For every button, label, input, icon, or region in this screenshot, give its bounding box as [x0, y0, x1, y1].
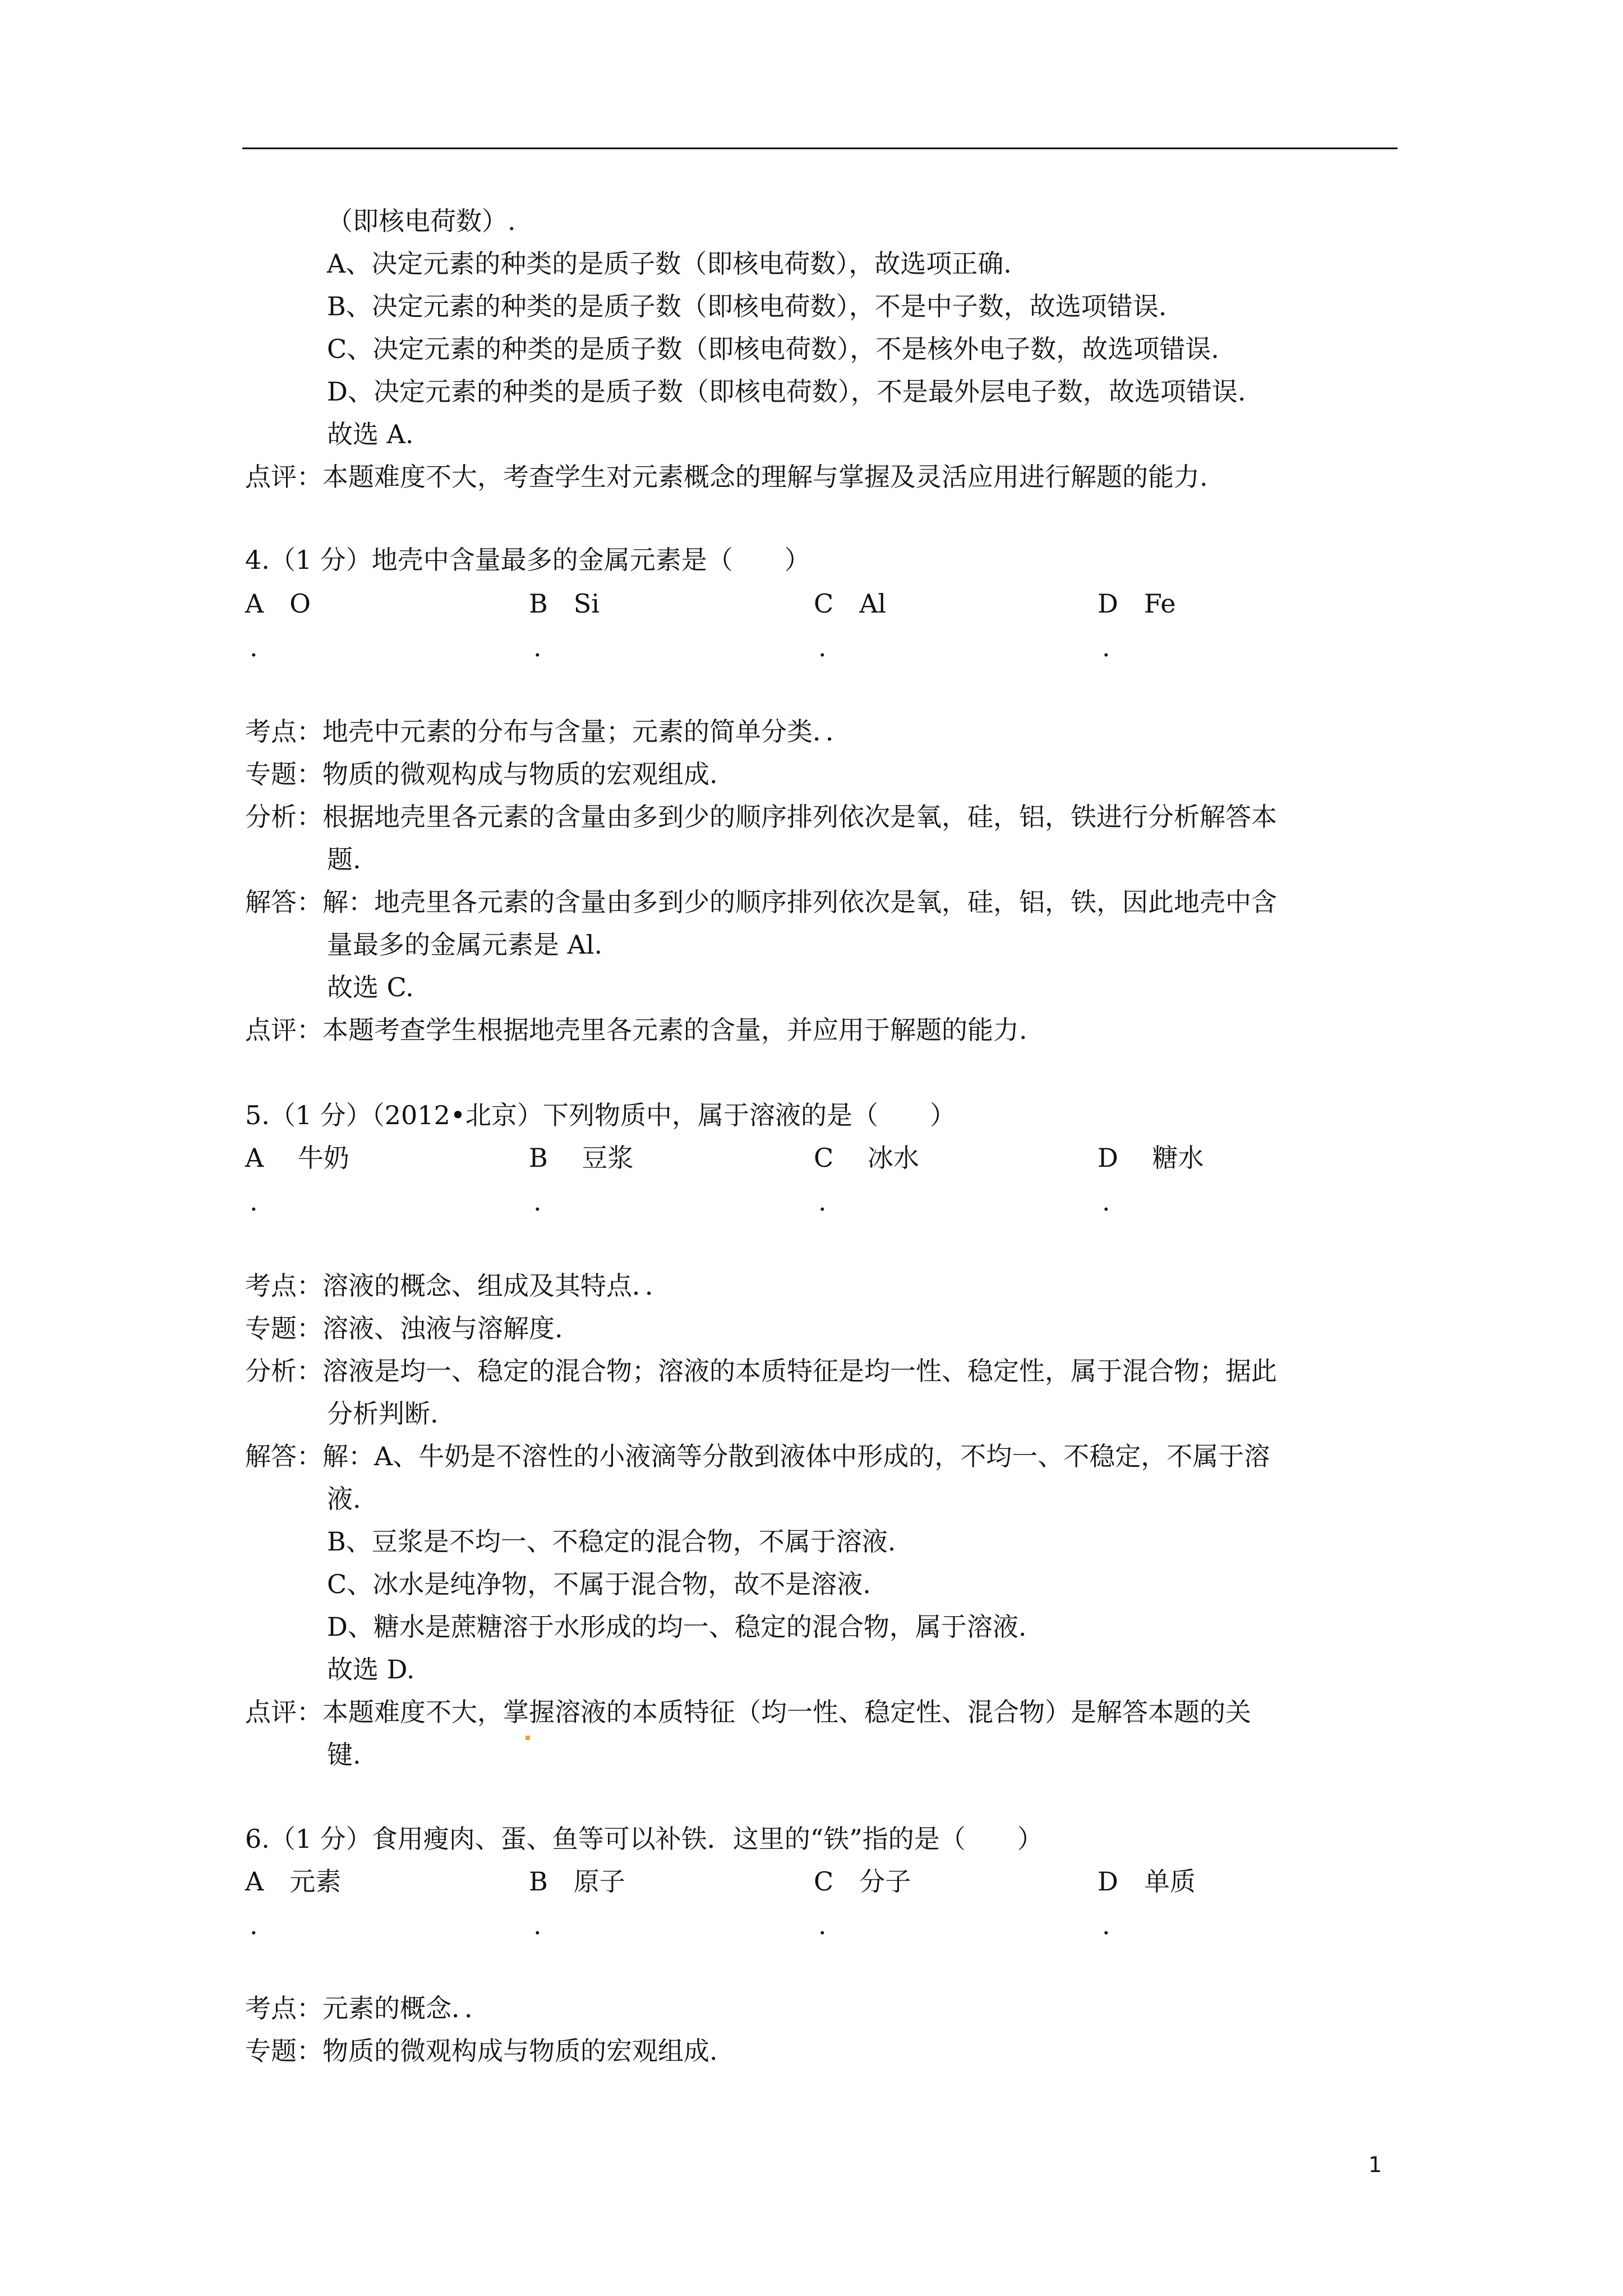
option-dot: .: [1102, 1910, 1110, 1940]
jieda-line-cont: 故选 D.: [327, 1654, 415, 1685]
fenxi-line-cont: 分析判断.: [327, 1398, 439, 1429]
question-6-stem: 6.（1 分）食用瘦肉、蛋、鱼等可以补铁．这里的“铁”指的是（ ）: [245, 1824, 1043, 1854]
page-number: 1: [1368, 2152, 1382, 2177]
kaodian-line: 考点：地壳中元素的分布与含量；元素的简单分类．．: [245, 716, 851, 747]
jieda-line-cont: 量最多的金属元素是 Al.: [327, 930, 603, 960]
dianping-line: 点评：本题难度不大，掌握溶液的本质特征（均一性、稳定性、混合物）是解答本题的关: [245, 1697, 1251, 1727]
jieda-line-cont: 液.: [327, 1484, 361, 1514]
option-dot: .: [818, 632, 827, 662]
comment-line: 点评：本题难度不大，考查学生对元素概念的理解与掌握及灵活应用进行解题的能力.: [245, 462, 1208, 492]
zhuanti-line: 专题：物质的微观构成与物质的宏观组成.: [245, 759, 718, 789]
question-5-stem: 5.（1 分）（2012•北京）下列物质中，属于溶液的是（ ）: [245, 1100, 956, 1130]
q6-option-b: B 原子: [529, 1866, 625, 1897]
text-line: 故选 A.: [327, 419, 414, 449]
jieda-line-cont: D、糖水是蔗糖溶于水形成的均一、稳定的混合物，属于溶液.: [327, 1612, 1027, 1642]
option-dot: .: [1102, 632, 1110, 662]
q6-option-d: D 单质: [1098, 1866, 1196, 1897]
option-dot: .: [533, 1186, 542, 1217]
q6-option-c: C 分子: [814, 1866, 911, 1897]
q5-option-c: C 冰水: [814, 1143, 919, 1173]
fenxi-line: 分析：根据地壳里各元素的含量由多到少的顺序排列依次是氧，硅，铝，铁进行分析解答本: [245, 802, 1277, 832]
q6-option-a: A 元素: [245, 1866, 342, 1897]
orange-marker: [525, 1736, 530, 1740]
zhuanti-line: 专题：物质的微观构成与物质的宏观组成.: [245, 2036, 718, 2066]
text-line: （即核电荷数）.: [327, 206, 516, 236]
question-4-stem: 4.（1 分）地壳中含量最多的金属元素是（ ）: [245, 545, 810, 575]
option-dot: .: [250, 632, 258, 662]
kaodian-line: 考点：元素的概念．．: [245, 1993, 490, 2023]
q4-option-c: C Al: [814, 588, 887, 619]
q4-option-b: B Si: [529, 588, 600, 619]
zhuanti-line: 专题：溶液、浊液与溶解度.: [245, 1313, 563, 1343]
kaodian-line: 考点：溶液的概念、组成及其特点．．: [245, 1271, 671, 1301]
q4-option-d: D Fe: [1098, 588, 1176, 619]
option-dot: .: [818, 1910, 827, 1940]
q5-option-b: B 豆浆: [529, 1143, 634, 1173]
q5-option-a: A 牛奶: [245, 1143, 349, 1173]
jieda-line-cont: C、冰水是纯净物，不属于混合物，故不是溶液.: [327, 1569, 871, 1599]
option-dot: .: [533, 632, 542, 662]
text-line: A、决定元素的种类的是质子数（即核电荷数），故选项正确.: [327, 249, 1012, 279]
text-line: B、决定元素的种类的是质子数（即核电荷数），不是中子数，故选项错误.: [327, 291, 1167, 321]
jieda-line-cont: B、豆浆是不均一、不稳定的混合物，不属于溶液.: [327, 1526, 896, 1557]
q4-option-a: A O: [245, 588, 311, 619]
jieda-line: 解答：解：A、牛奶是不溶性的小液滴等分散到液体中形成的，不均一、不稳定，不属于溶: [245, 1441, 1270, 1471]
dianping-line: 点评：本题考查学生根据地壳里各元素的含量，并应用于解题的能力.: [245, 1015, 1027, 1045]
q5-option-d: D 糖水: [1098, 1143, 1204, 1173]
header-rule: [242, 148, 1398, 149]
dianping-line-cont: 键.: [327, 1740, 361, 1770]
text-line: D、决定元素的种类的是质子数（即核电荷数），不是最外层电子数，故选项错误.: [327, 376, 1246, 407]
option-dot: .: [250, 1186, 258, 1217]
fenxi-line-cont: 题.: [327, 844, 361, 875]
jieda-line-cont: 故选 C.: [327, 972, 414, 1002]
text-line: C、决定元素的种类的是质子数（即核电荷数），不是核外电子数，故选项错误.: [327, 334, 1219, 364]
fenxi-line: 分析：溶液是均一、稳定的混合物；溶液的本质特征是均一性、稳定性，属于混合物；据此: [245, 1356, 1277, 1386]
option-dot: .: [250, 1910, 258, 1940]
option-dot: .: [1102, 1186, 1110, 1217]
jieda-line: 解答：解：地壳里各元素的含量由多到少的顺序排列依次是氧，硅，铝，铁，因此地壳中含: [245, 887, 1277, 917]
option-dot: .: [818, 1186, 827, 1217]
option-dot: .: [533, 1910, 542, 1940]
